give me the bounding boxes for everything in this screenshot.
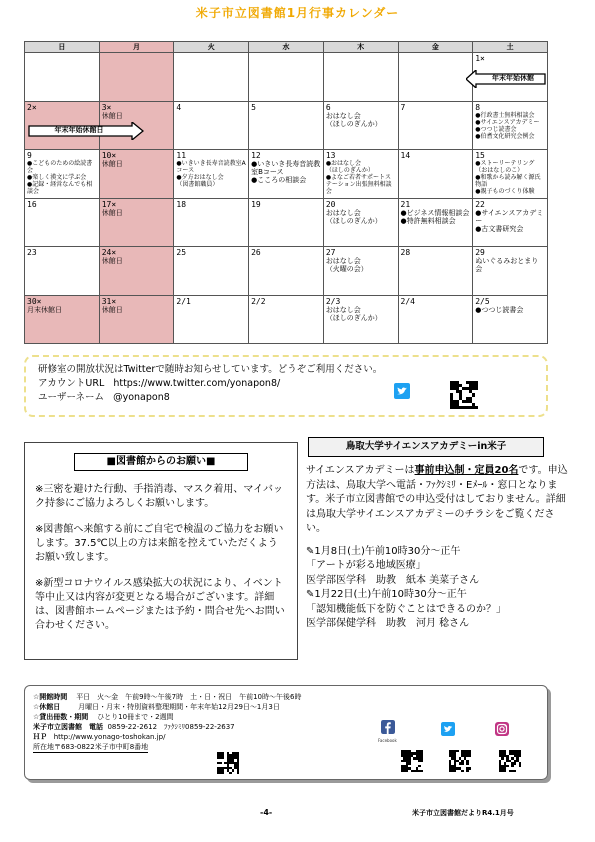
requests-heading: ■図書館からのお願い■ [74,453,248,471]
calendar-day-number: 5 [251,102,256,112]
instagram-icon[interactable] [495,722,509,736]
calendar-cell-sun [25,295,100,344]
twitter-icon[interactable] [394,383,410,399]
request-temperature-check: ※図書館へ来館する前にご自宅で検温のご協力をお願いします。37.5℃以上の方は来館を控えていただくようお願い致します。 [35,524,284,563]
calendar-day-number: 2/4 [400,296,415,306]
calendar-cell-wed [249,53,324,102]
calendar-day-number: 2/5 [475,296,490,306]
closed-days [33,702,539,712]
calendar-event: ●おはなし会 [325,160,362,167]
calendar-cell-fri [398,53,473,102]
calendar-cell-tue [174,247,249,296]
science-event-1-date: ✎1月8日(土)午前10時30分～正午 [306,545,461,557]
calendar-event: （図書館職員） [176,181,219,188]
calendar-cell-fri [398,198,473,247]
calendar-day-number: 15 [475,151,485,160]
closed-days-value: 月曜日・月末・特別資料整理期間・年末年始12月29日～1月3日 [78,703,280,711]
science-intro-a: サイエンスアカデミーは [306,465,415,476]
calendar-cell-mon [99,53,174,102]
contact-label: 米子市立図書館 電話 [33,723,103,731]
calendar-day-number: 17× [101,199,117,209]
calendar-day-number: 2/2 [251,296,266,306]
calendar-cell-tue [174,101,249,150]
calendar-week-6 [25,295,548,344]
calendar-event: （ほしのぎんか） [325,167,374,174]
science-intro-highlight: 事前申込制・定員20名 [414,465,519,476]
calendar-body [25,53,548,344]
calendar-day-number: 20 [325,199,336,209]
closed-days-label: ☆休館日 [33,703,61,711]
library-info-box [24,685,548,780]
calendar-event: ●伯耆文化研究会例会 [475,132,535,140]
calendar-event: 月末休館日 [27,305,62,314]
calendar-event: おはなし会 [325,305,361,314]
calendar-day-number: 1× [475,54,485,63]
calendar-cell-mon [99,247,174,296]
science-intro-c: です。申込方法は、鳥取大学へ電話・ﾌｧｸｼﾐﾘ・Eﾒｰﾙ・窓口となります。米子市立図書館での申込受付はしておりません。詳細は鳥取大学サイエンスアカデミーのチラシをご覧ください。 [306,465,568,534]
calendar-day-number: 28 [400,248,411,257]
calendar-day-number: 27 [325,248,336,257]
calendar-week-3 [25,150,548,199]
weekday-sun: 日 [25,42,100,53]
weekday-fri: 金 [398,42,473,53]
calendar-day-number: 9 [27,151,32,160]
calendar-cell-thu [323,295,398,344]
calendar-event: ●いきいき長寿音読教室Bコース [251,160,321,176]
calendar-event: （火曜の会） [325,265,368,273]
map-qr-code [217,752,239,774]
calendar-cell-mon [99,295,174,344]
username-label: ユーザーネーム [38,392,105,403]
calendar-cell-sat [473,150,548,199]
calendar-event: 休館日 [101,160,123,168]
calendar-cell-mon [99,198,174,247]
loan-policy-value: ひとり10冊まで・2週間 [97,713,174,721]
calendar-event: ●つつじ読書会 [475,125,517,133]
twitter-qr-code-footer [449,750,471,772]
calendar-day-number: 29 [475,248,485,257]
calendar-day-number: 10× [101,151,117,160]
calendar-day-number: 6 [325,102,331,112]
calendar-event: ●ビジネス情報相談会●特許無料相談会 [400,208,470,225]
calendar-cell-sun [25,247,100,296]
homepage-label: ＨＰ [33,733,47,741]
calendar-event: ●サイエンスアカデミー [475,208,544,225]
newsletter-source: 米子市立図書館だよりR4.1月号 [412,809,514,817]
closure-label-start: 年末年始休館 [492,74,534,82]
loan-policy-label: ☆貸出冊数・期間 [33,713,89,721]
opening-hours [33,692,539,702]
address: 所在地〒683-0822米子市中町8番地 [33,743,149,751]
science-event-2-speaker: 医学部保健学科 助教 河月 稔さん [306,618,470,629]
calendar-day-number: 31× [101,296,117,306]
instagram-qr-code [499,750,521,772]
calendar-cell-sat [473,295,548,344]
weekday-sat: 土 [473,42,548,53]
calendar-event: 休館日 [101,257,123,265]
calendar-day-number: 16 [27,199,37,209]
calendar-day-number: 19 [251,199,261,209]
weekday-header [25,42,548,53]
calendar-event: 休館日 [101,305,123,314]
facebook-icon[interactable] [381,720,395,734]
account-url-link[interactable]: https://www.twitter.com/yonapon8/ [113,378,281,389]
contact-info [33,722,539,732]
calendar-cell-mon [99,150,174,199]
loan-policy [33,712,539,722]
calendar-event: おはなし会 [325,257,361,265]
calendar-cell-sat [473,198,548,247]
calendar-day-number: 24× [101,248,117,257]
calendar-cell-thu [323,247,398,296]
calendar-cell-tue [174,53,249,102]
weekday-mon: 月 [99,42,174,53]
science-event-2-date: ✎1月22日(土)午前10時30分～正午 [306,589,467,600]
calendar-day-number: 7 [400,102,406,112]
weekday-wed: 水 [249,42,324,53]
weekday-thu: 木 [323,42,398,53]
twitter-notice [24,355,548,417]
opening-hours-label: ☆開館時間 [33,693,68,701]
science-event-2-title: 「認知機能低下を防ぐことはできるのか？」 [306,603,506,615]
opening-hours-value: 平日 火～金 午前9時～午後7時 土・日・祝日 午前10時～午後6時 [76,693,302,701]
calendar-day-number: 14 [400,151,411,160]
calendar-cell-tue [174,150,249,199]
calendar-event: （ほしのぎんか） [325,216,382,225]
username-value: @yonapon8 [113,392,170,403]
weekday-tue: 火 [174,42,249,53]
request-covid-notice: ※新型コロナウイルス感染拡大の状況により、イベント等中止又は内容が変更となる場合がございます。詳細は、図書館ホームページまたは予約・問合せ先へお問い合わせください。 [35,578,285,631]
contact-value: 0859-22-2612 ﾌｧｸｼﾐﾘ0859-22-2637 [107,723,235,731]
closure-label-end: 年末年始休館日 [54,126,104,134]
calendar-cell-sun [25,53,100,102]
calendar-event: ●記録・経営なんでも相談会 [27,181,93,195]
calendar-event: おはなし会 [325,111,361,120]
calendar-event: ●親子ものづくり体験 [475,188,535,195]
calendar-event: ●こどものための絵読書会 [27,160,93,174]
calendar-event: ぬいぐるみおとまり会 [475,257,539,273]
calendar-day-number: 8 [475,102,481,112]
calendar-title: 米子市立図書館1月行事カレンダー [195,6,400,20]
facebook-qr-code [401,750,423,772]
calendar-event: ●つつじ読書会 [475,305,524,314]
notice-text: 研修室の開放状況はTwitterで随時お知らせしています。どうぞご利用ください。 [38,364,383,375]
calendar-cell-thu [323,101,398,150]
calendar-event: 休館日 [101,111,123,120]
calendar-day-number: 26 [251,248,261,257]
calendar-week-4 [25,198,548,247]
facebook-caption: Facebook [378,738,397,743]
science-event-1-speaker: 医学部医学科 助教 紙本 美菜子さん [306,574,480,586]
library-requests [24,442,298,660]
calendar-event: ●こころの相談会 [251,176,307,184]
calendar-cell-wed [249,247,324,296]
calendar-event: ●古文書研究会 [475,224,524,233]
calendar-day-number: 2/3 [325,296,341,306]
calendar-event: ●行政書士無料相談会 [475,111,535,119]
calendar-event: ●楽しく漢文に学ぶ会 [27,174,87,181]
homepage-link[interactable]: http://www.yonago-toshokan.jp/ [53,733,166,741]
calendar-day-number: 18 [176,199,187,209]
calendar-cell-wed [249,295,324,344]
calendar-event: 休館日 [101,208,123,217]
calendar-day-number: 4 [176,102,182,112]
request-infection-control: ※三密を避けた行動、手指消毒、マスク着用、マイバック持参にご協力よろしくお願いします。 [35,484,283,509]
homepage [33,732,539,742]
science-intro [306,464,570,537]
calendar-event: ●ストーリーテリング [475,160,535,167]
calendar-cell-fri [398,247,473,296]
calendar-day-number: 30× [27,296,42,306]
calendar-cell-fri [398,150,473,199]
twitter-qr-code [450,381,478,409]
calendar-cell-fri [398,101,473,150]
calendar-event: ●いきいき長寿音読教室Aコース [176,160,246,174]
calendar-event: おはなし会 [325,208,361,217]
calendar-cell-sat [473,247,548,296]
calendar-cell-wed [249,101,324,150]
science-event-1-title: 「アートが彩る地域医療」 [306,560,426,571]
calendar-day-number: 12 [251,151,261,160]
twitter-icon-footer[interactable] [441,722,455,736]
calendar-event: ●和歌から読み解く源氏物語 [475,174,541,188]
calendar-event: ●よなご若者サポートステーション出張無料相談会 [325,174,392,195]
calendar-cell-thu [323,53,398,102]
calendar-cell-tue [174,295,249,344]
calendar-cell-wed [249,150,324,199]
calendar-day-number: 3× [101,102,112,112]
calendar-event: （ほしのぎんか） [325,119,382,128]
calendar-day-number: 23 [27,248,37,257]
calendar-day-number: 21 [400,199,411,209]
page-number: -4- [260,808,273,817]
calendar-cell-sat [473,101,548,150]
calendar-day-number: 2× [27,102,37,112]
calendar-day-number: 11 [176,151,187,160]
calendar-cell-fri [398,295,473,344]
calendar-event: （ほしのぎんか） [325,313,382,322]
science-academy-body [306,464,570,632]
calendar-cell-thu [323,150,398,199]
calendar-day-number: 2/1 [176,296,191,306]
calendar-cell-sun [25,198,100,247]
account-url-label: アカウントURL [38,378,105,389]
calendar-event: （おはなしのこ） [475,167,524,174]
calendar-event: ●夕方おはなし会 [176,174,224,181]
calendar-week-5 [25,247,548,296]
calendar-day-number: 22 [475,199,485,209]
calendar-day-number: 13 [325,151,336,160]
science-academy-heading: 鳥取大学サイエンスアカデミーin米子 [308,437,544,457]
calendar-cell-thu [323,198,398,247]
calendar-cell-tue [174,198,249,247]
calendar-cell-sun [25,150,100,199]
calendar-cell-wed [249,198,324,247]
calendar-event: ●サイエンスアカデミー [475,118,540,126]
calendar-day-number: 25 [176,248,187,257]
